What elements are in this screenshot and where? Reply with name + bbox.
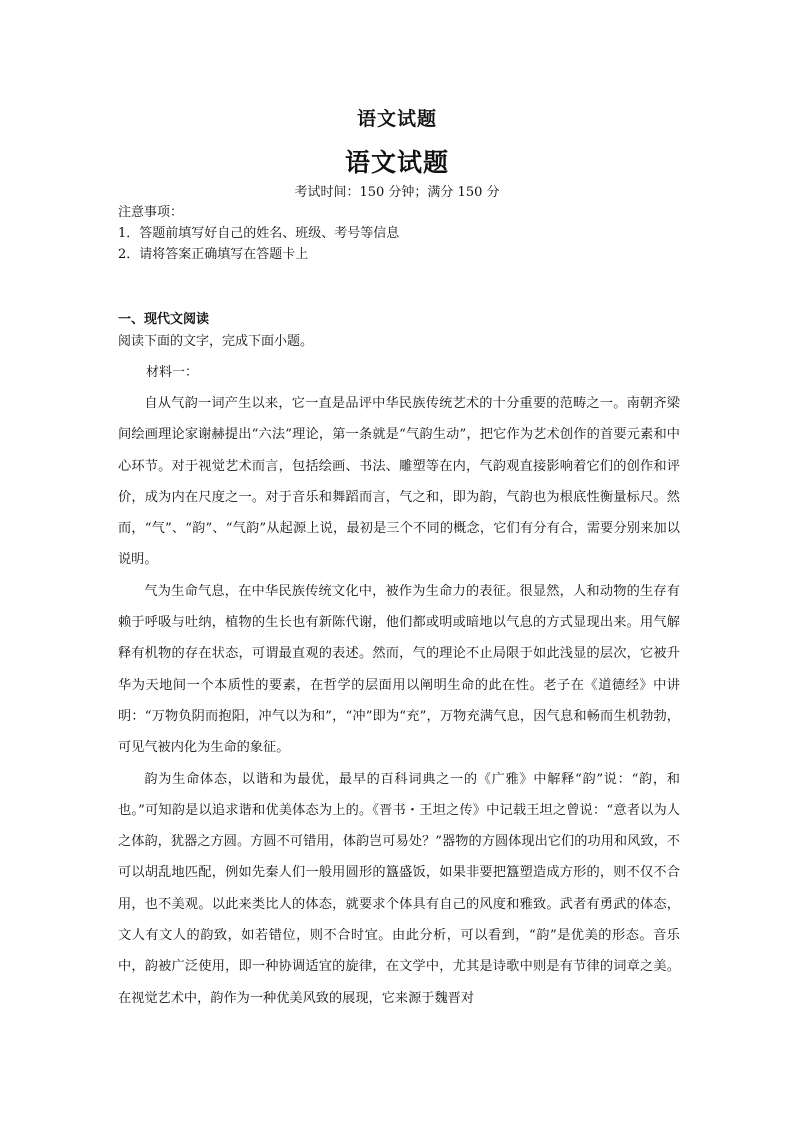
paragraph: 韵为生命体态，以谐和为最优，最早的百科词典之一的《广雅》中解释“韵”说：“韵，和也。”可知韵是以追求谐和优美体态为上的。《晋书・王坦之传》中记载王坦之曾说：“意者以为人之体韵，犹器之方圆。方圆不可错用，体韵岂可易处？”器物的方圆体现出它们的功用和风致，不可以胡乱地匹配，例如先秦人们一般用圆形的簋盛饭，如果非要把簋塑造成方形的，则不仅不合用，也不美观。以此来类比人的体态，就要求个体具有自己的风度和雅致。武者有勇武的体态，文人有文人的韵致，如若错位，则不合时宜。由此分析，可以看到，“韵”是优美的形态。音乐中，韵被广泛使用，即一种协调适宜的旋律，在文学中，尤其是诗歌中则是有节律的词章之美。在视觉艺术中，韵作为一种优美风致的展现，它来源于魏晋对 — [118, 771, 680, 1006]
notice-item: 2．请将答案正确填写在答题卡上 — [118, 247, 309, 262]
page-title: 语文试题 — [344, 148, 449, 177]
exam-info: 考试时间：150 分钟；满分 150 分 — [294, 185, 500, 200]
reading-instruction: 阅读下面的文字，完成下面小题。 — [118, 334, 314, 349]
material-body — [118, 388, 680, 1014]
notices — [118, 202, 698, 265]
paragraph: 气为生命气息，在中华民族传统文化中，被作为生命力的表征。很显然，人和动物的生存有赖于呼吸与吐纳，植物的生长也有新陈代谢，他们都或明或暗地以气息的方式显现出来。用气解释有机物的存在状态，可谓最直观的表述。然而，气的理论不止局限于如此浅显的层次，它被升华为天地间一个本质性的要素，在哲学的层面用以阐明生命的此在性。老子在《道德经》中讲明：“万物负阴而抱阳，冲气以为和”，“冲”即为“充”，万物充满气息，因气息和畅而生机勃勃，可见气被内化为生命的象征。 — [118, 583, 680, 756]
paragraph: 自从气韵一词产生以来，它一直是品评中华民族传统艺术的十分重要的范畴之一。南朝齐梁间绘画理论家谢赫提出“六法”理论，第一条就是“气韵生动”，把它作为艺术创作的首要元素和中心环节。对于视觉艺术而言，包括绘画、书法、雕塑等在内，气韵观直接影响着它们的创作和评价，成为内在尺度之一。对于音乐和舞蹈而言，气之和，即为韵，气韵也为根底性衡量标尺。然而，“气”、“韵”、“气韵”从起源上说，最初是三个不同的概念，它们有分有合，需要分别来加以说明。 — [118, 396, 680, 568]
header-title: 语文试题 — [356, 108, 437, 130]
material-label: 材料一： — [146, 365, 199, 380]
section-heading: 一、现代文阅读 — [118, 312, 210, 327]
notice-item: 1．答题前填写好自己的姓名、班级、考号等信息 — [118, 226, 400, 241]
notices-heading: 注意事项： — [118, 205, 184, 220]
